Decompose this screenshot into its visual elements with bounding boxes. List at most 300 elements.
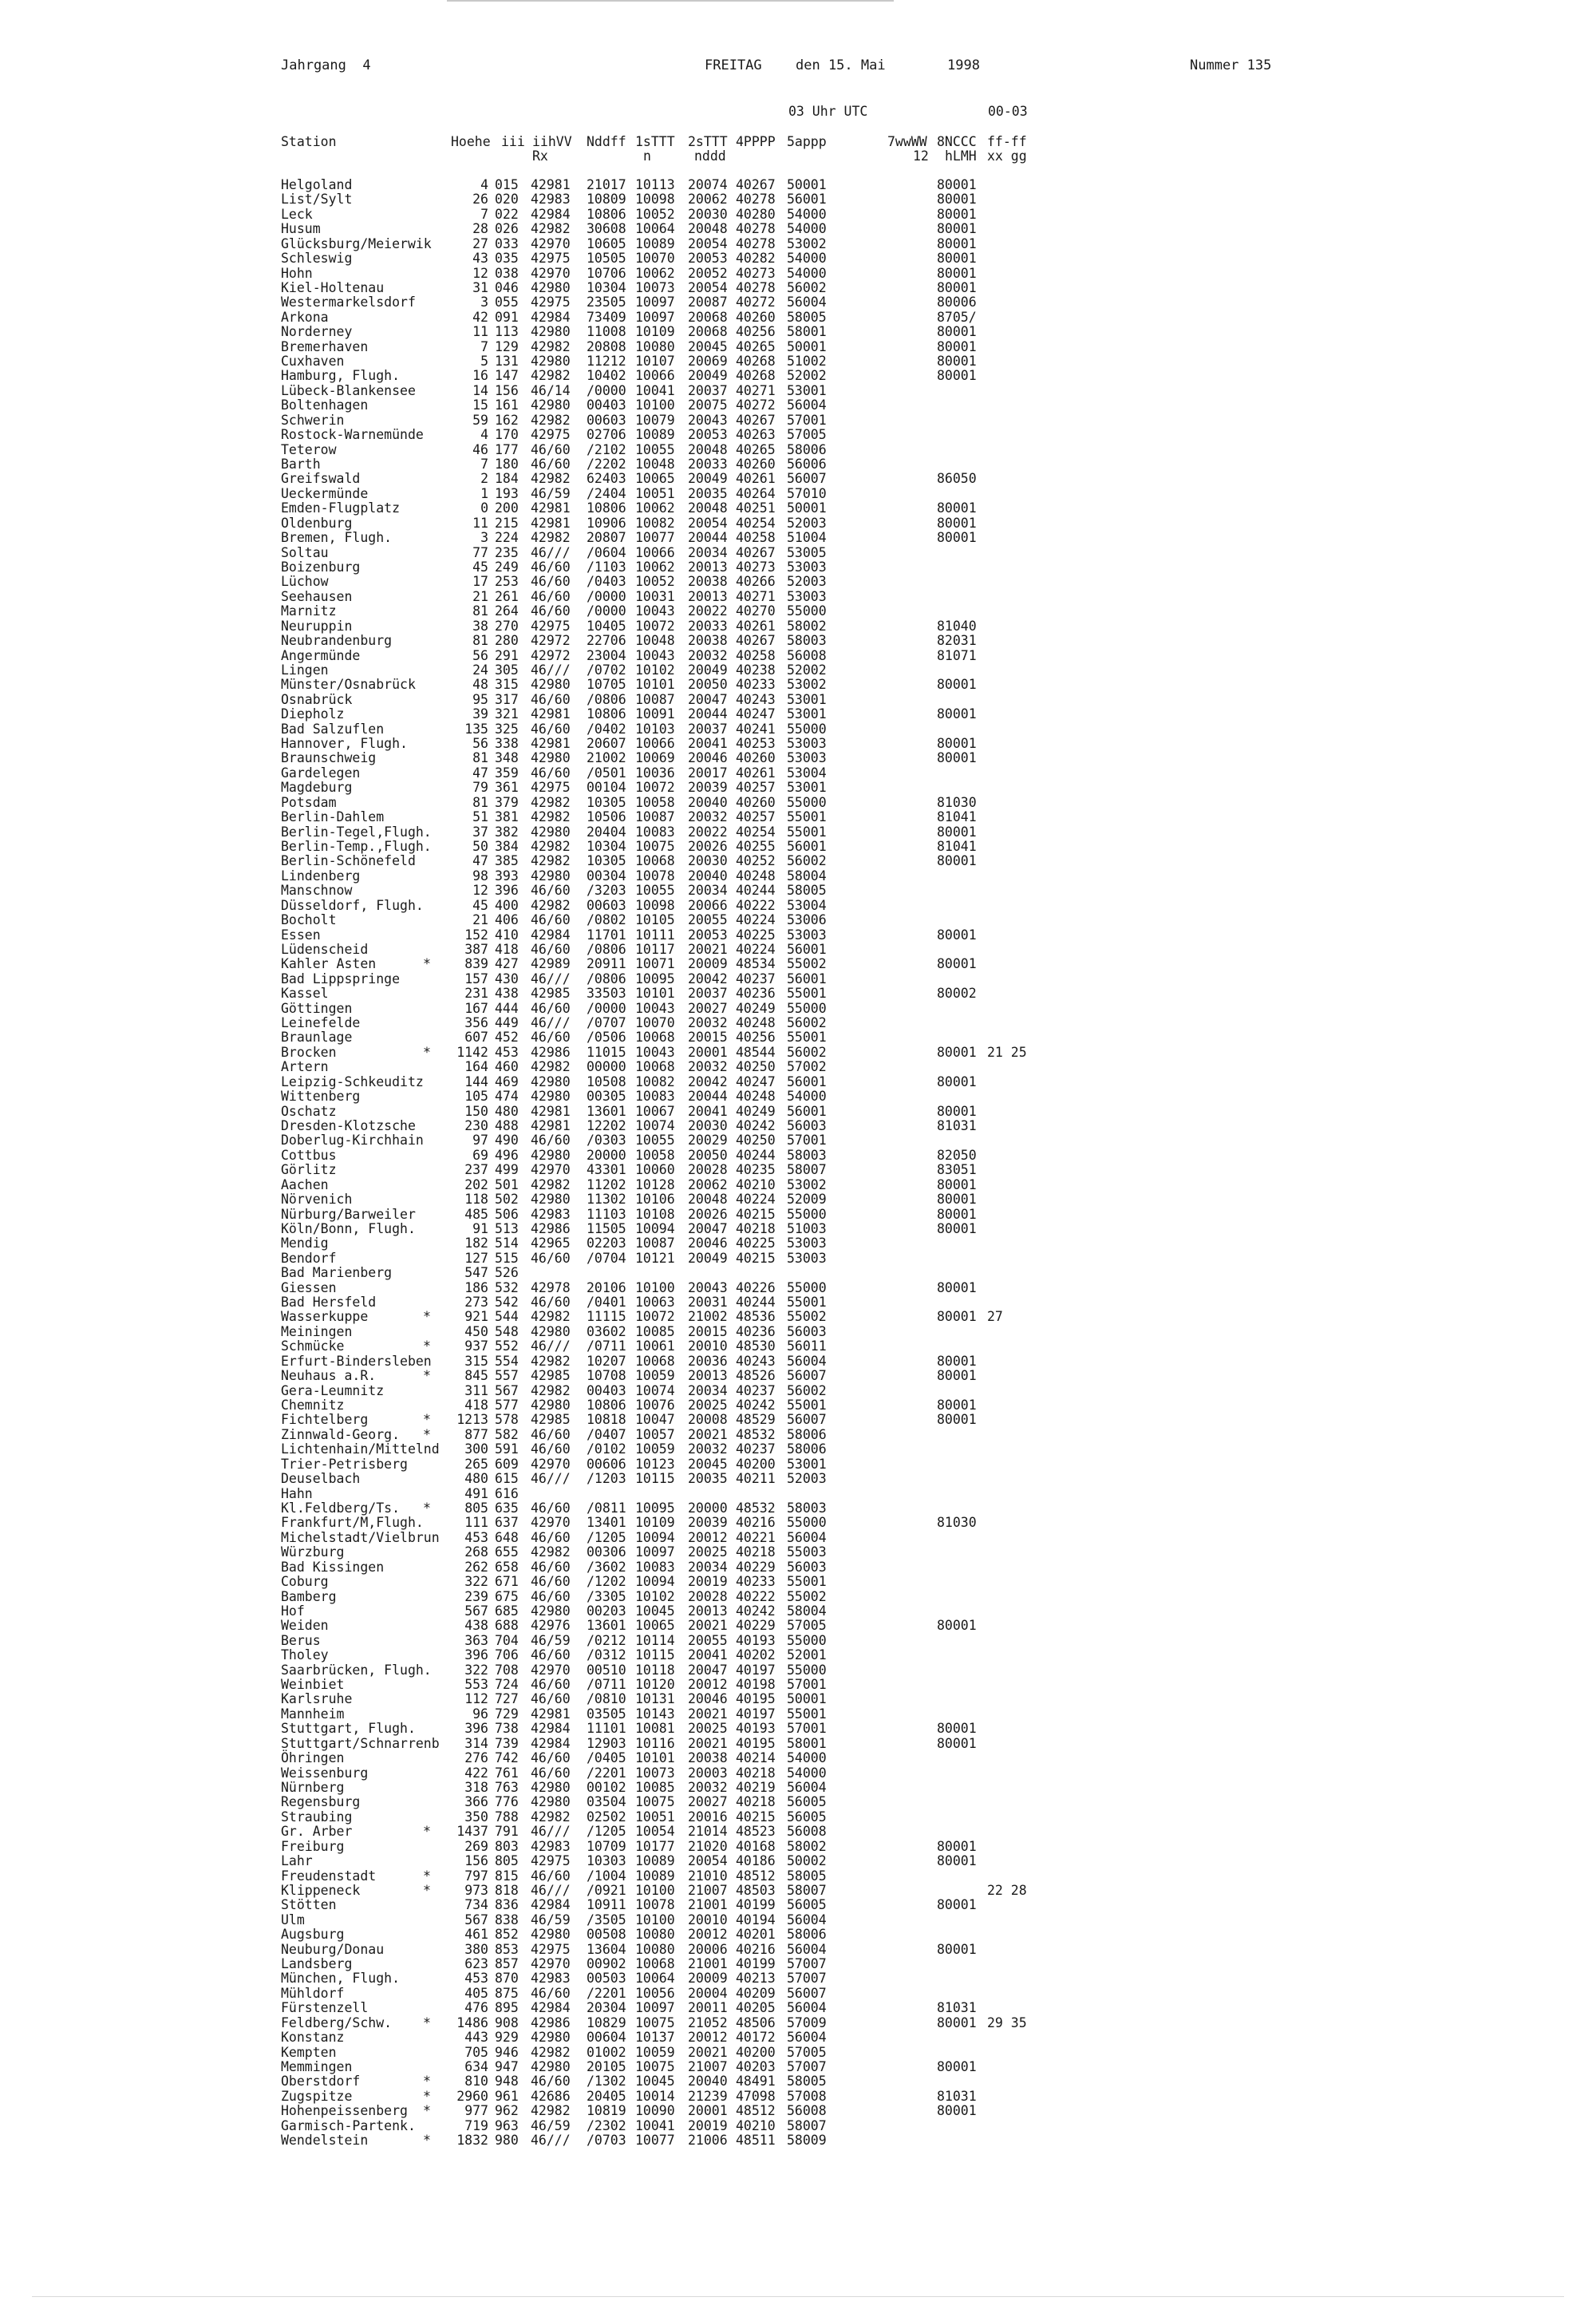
station-id: 591 [495, 1441, 519, 1457]
group-nddff: /0711 [587, 1338, 626, 1354]
group-iihvv: 42984 [531, 206, 571, 222]
group-4pppp: 40225 [736, 1236, 776, 1251]
station-id: 321 [495, 706, 519, 722]
group-1sttt: 10097 [635, 1544, 675, 1560]
group-2sttt: 20028 [688, 1588, 728, 1604]
group-iihvv: 46/60 [531, 1647, 571, 1663]
group-nddff: 30608 [587, 221, 626, 237]
station-name: Zugspitze [281, 2088, 353, 2104]
group-5appp: 54000 [787, 1089, 827, 1105]
group-2sttt: 21001 [688, 1956, 728, 1972]
group-1sttt: 10041 [635, 2117, 675, 2133]
group-2sttt: 20032 [688, 1015, 728, 1031]
group-nddff: 00403 [587, 1382, 626, 1398]
group-iihvv: 46/// [531, 1471, 571, 1487]
mountain-flag: * [423, 2074, 431, 2090]
group-8nccc: 80001 [937, 1044, 977, 1060]
station-name: Straubing [281, 1809, 353, 1825]
station-height: 7 [480, 206, 488, 222]
group-5appp: 51002 [787, 354, 827, 370]
group-1sttt: 10052 [635, 574, 675, 590]
group-8nccc: 80001 [937, 354, 977, 370]
group-iihvv: 42982 [531, 471, 571, 487]
group-5appp: 53003 [787, 559, 827, 575]
group-2sttt: 20062 [688, 192, 728, 208]
group-4pppp: 48536 [736, 1309, 776, 1325]
group-4pppp: 48503 [736, 1882, 776, 1898]
group-5appp: 52003 [787, 1471, 827, 1487]
group-5appp: 53003 [787, 750, 827, 766]
group-5appp: 57005 [787, 1618, 827, 1634]
group-nddff: 00603 [587, 412, 626, 428]
group-1sttt: 10058 [635, 1147, 675, 1163]
group-nddff: 11008 [587, 324, 626, 340]
station-name: Westermarkelsdorf [281, 295, 416, 310]
group-4pppp: 40224 [736, 912, 776, 928]
group-4pppp: 40278 [736, 221, 776, 237]
group-nddff: /2302 [587, 2117, 626, 2133]
group-1sttt: 10075 [635, 2059, 675, 2074]
station-name: Braunlage [281, 1030, 353, 1046]
station-id: 452 [495, 1030, 519, 1046]
station-id: 180 [495, 457, 519, 472]
station-height: 318 [464, 1779, 488, 1795]
group-2sttt: 21006 [688, 2133, 728, 2149]
group-2sttt: 20013 [688, 1603, 728, 1619]
group-nddff: 02203 [587, 1236, 626, 1251]
group-2sttt: 20048 [688, 1192, 728, 1208]
group-5appp: 58004 [787, 868, 827, 884]
group-nddff: /0407 [587, 1426, 626, 1442]
group-1sttt: 10116 [635, 1735, 675, 1751]
group-4pppp: 40215 [736, 1206, 776, 1222]
group-8nccc: 80001 [937, 1176, 977, 1192]
group-2sttt: 20066 [688, 897, 728, 913]
group-iihvv: 42983 [531, 1971, 571, 1987]
station-id: 675 [495, 1588, 519, 1604]
station-height: 1 [480, 485, 488, 501]
group-5appp: 56004 [787, 295, 827, 310]
station-id: 490 [495, 1133, 519, 1149]
station-name: Ulm [281, 1912, 305, 1927]
group-5appp: 56008 [787, 647, 827, 663]
station-id: 379 [495, 794, 519, 810]
group-8nccc: 80002 [937, 986, 977, 1002]
group-4pppp: 40261 [736, 765, 776, 781]
group-1sttt: 10047 [635, 1412, 675, 1428]
group-1sttt: 10105 [635, 912, 675, 928]
group-2sttt: 20021 [688, 1618, 728, 1634]
station-height: 26 [472, 192, 488, 208]
station-id: 496 [495, 1147, 519, 1163]
group-iihvv: 46/60 [531, 765, 571, 781]
station-name: Oschatz [281, 1103, 337, 1119]
group-5appp: 56007 [787, 1985, 827, 2001]
group-4pppp: 40233 [736, 1574, 776, 1590]
group-iihvv: 46/60 [531, 1985, 571, 2001]
group-iihvv: 42982 [531, 1059, 571, 1075]
station-height: 81 [472, 794, 488, 810]
station-id: 724 [495, 1677, 519, 1693]
group-8nccc: 80006 [937, 295, 977, 310]
group-2sttt: 21007 [688, 1882, 728, 1898]
group-5appp: 55000 [787, 721, 827, 737]
station-name: Hohenpeissenberg [281, 2103, 408, 2119]
group-5appp: 57007 [787, 2059, 827, 2074]
station-name: Brocken [281, 1044, 337, 1060]
group-nddff: /2201 [587, 1985, 626, 2001]
group-4pppp: 40215 [736, 1250, 776, 1266]
station-id: 035 [495, 251, 519, 267]
group-2sttt: 20048 [688, 221, 728, 237]
group-nddff: /0212 [587, 1632, 626, 1648]
group-2sttt: 20026 [688, 1206, 728, 1222]
group-1sttt: 10081 [635, 1721, 675, 1737]
station-name: Kl.Feldberg/Ts. [281, 1500, 401, 1516]
station-id: 514 [495, 1236, 519, 1251]
group-2sttt: 20053 [688, 927, 728, 943]
station-id: 506 [495, 1206, 519, 1222]
group-4pppp: 48544 [736, 1044, 776, 1060]
group-1sttt: 10075 [635, 1794, 675, 1810]
station-id: 315 [495, 677, 519, 693]
group-8nccc: 80001 [937, 956, 977, 972]
station-id: 776 [495, 1794, 519, 1810]
group-1sttt: 10045 [635, 1603, 675, 1619]
group-2sttt: 20034 [688, 1382, 728, 1398]
group-5appp: 50001 [787, 338, 827, 354]
group-iihvv: 42975 [531, 618, 571, 634]
station-name: Hahn [281, 1485, 313, 1501]
group-nddff: 21017 [587, 177, 626, 192]
group-1sttt: 10089 [635, 1868, 675, 1884]
group-1sttt: 10102 [635, 662, 675, 678]
group-8nccc: 80001 [937, 368, 977, 384]
group-5appp: 58004 [787, 1603, 827, 1619]
group-5appp: 56002 [787, 1382, 827, 1398]
station-id: 616 [495, 1485, 519, 1501]
weekday-label: FREITAG [705, 57, 762, 73]
group-2sttt: 20038 [688, 1750, 728, 1766]
group-4pppp: 40267 [736, 412, 776, 428]
station-name: Fürstenzell [281, 2000, 369, 2016]
group-5appp: 56002 [787, 1044, 827, 1060]
mountain-flag: * [423, 1824, 431, 1840]
group-5appp: 57002 [787, 1059, 827, 1075]
group-1sttt: 10051 [635, 1809, 675, 1825]
station-id: 870 [495, 1971, 519, 1987]
group-iihvv: 42981 [531, 500, 571, 516]
station-name: Glücksburg/Meierwik [281, 235, 432, 251]
station-id: 033 [495, 235, 519, 251]
station-height: 734 [464, 1897, 488, 1913]
group-nddff: 10806 [587, 500, 626, 516]
group-1sttt: 10098 [635, 192, 675, 208]
col-iihvv-sub: Rx [532, 148, 548, 164]
group-1sttt: 10083 [635, 1559, 675, 1575]
station-height: 1486 [456, 2014, 488, 2030]
station-name: Dresden-Klotzsche [281, 1118, 416, 1133]
group-1sttt: 10080 [635, 338, 675, 354]
station-height: 164 [464, 1059, 488, 1075]
group-1sttt: 10077 [635, 530, 675, 546]
station-id: 270 [495, 618, 519, 634]
group-iihvv: 46/60 [531, 1500, 571, 1516]
station-height: 476 [464, 2000, 488, 2016]
group-2sttt: 20087 [688, 295, 728, 310]
station-name: Soltau [281, 544, 329, 560]
group-8nccc: 80001 [937, 265, 977, 281]
group-8nccc: 80001 [937, 1309, 977, 1325]
group-4pppp: 40201 [736, 1927, 776, 1943]
group-nddff: 10708 [587, 1368, 626, 1384]
group-iihvv: 42982 [531, 853, 571, 869]
station-height: 144 [464, 1073, 488, 1089]
station-name: Essen [281, 927, 321, 943]
group-nddff: 00503 [587, 1971, 626, 1987]
group-nddff: 00104 [587, 780, 626, 796]
group-1sttt: 10048 [635, 457, 675, 472]
group-2sttt: 20054 [688, 515, 728, 531]
station-id: 410 [495, 927, 519, 943]
station-height: 81 [472, 750, 488, 766]
group-4pppp: 40250 [736, 1059, 776, 1075]
station-name: Hof [281, 1603, 305, 1619]
group-nddff: 10809 [587, 192, 626, 208]
station-name: Konstanz [281, 2030, 345, 2046]
group-5appp: 53003 [787, 927, 827, 943]
group-nddff: 11701 [587, 927, 626, 943]
col-1sttt-sub: n [643, 148, 651, 164]
station-id: 818 [495, 1882, 519, 1898]
station-name: Arkona [281, 309, 329, 325]
group-2sttt: 20046 [688, 750, 728, 766]
station-height: 396 [464, 1647, 488, 1663]
group-1sttt: 10085 [635, 1323, 675, 1339]
station-id: 488 [495, 1118, 519, 1133]
station-id: 055 [495, 295, 519, 310]
group-nddff: 11101 [587, 1721, 626, 1737]
group-2sttt: 20010 [688, 1338, 728, 1354]
group-4pppp: 40256 [736, 324, 776, 340]
group-1sttt: 10070 [635, 251, 675, 267]
group-4pppp: 40264 [736, 485, 776, 501]
station-name: Ueckermünde [281, 485, 369, 501]
station-name: Mendig [281, 1236, 329, 1251]
group-iihvv: 42982 [531, 1309, 571, 1325]
group-5appp: 56005 [787, 1809, 827, 1825]
station-name: Marnitz [281, 603, 337, 619]
station-id: 582 [495, 1426, 519, 1442]
station-name: Boltenhagen [281, 397, 369, 413]
group-nddff: 20808 [587, 338, 626, 354]
group-4pppp: 40263 [736, 427, 776, 443]
group-iihvv: 42985 [531, 1412, 571, 1428]
group-2sttt: 20041 [688, 1103, 728, 1119]
station-name: Stuttgart, Flugh. [281, 1721, 416, 1737]
group-2sttt: 20053 [688, 427, 728, 443]
group-1sttt: 10079 [635, 412, 675, 428]
group-5appp: 58003 [787, 633, 827, 649]
station-name: Oldenburg [281, 515, 353, 531]
station-id: 382 [495, 824, 519, 840]
group-4pppp: 40226 [736, 1279, 776, 1295]
group-nddff: /0000 [587, 603, 626, 619]
group-4pppp: 40224 [736, 941, 776, 957]
group-iihvv: 46/// [531, 2133, 571, 2149]
group-nddff: 20404 [587, 824, 626, 840]
group-5appp: 55000 [787, 1632, 827, 1648]
group-iihvv: 46/60 [531, 588, 571, 604]
station-id: 444 [495, 1000, 519, 1016]
group-nddff: /1004 [587, 1868, 626, 1884]
group-4pppp: 40267 [736, 177, 776, 192]
station-id: 022 [495, 206, 519, 222]
group-2sttt: 20019 [688, 1574, 728, 1590]
group-nddff: 10207 [587, 1353, 626, 1369]
station-id: 637 [495, 1515, 519, 1531]
station-height: 42 [472, 309, 488, 325]
mountain-flag: * [423, 2133, 431, 2149]
group-2sttt: 20028 [688, 1162, 728, 1178]
station-id: 577 [495, 1398, 519, 1413]
station-height: 273 [464, 1295, 488, 1311]
station-id: 406 [495, 912, 519, 928]
group-5appp: 58002 [787, 1838, 827, 1854]
group-iihvv: 46/60 [531, 574, 571, 590]
group-iihvv: 46/14 [531, 382, 571, 398]
group-8nccc: 80001 [937, 1897, 977, 1913]
group-1sttt: 10068 [635, 1030, 675, 1046]
group-iihvv: 42981 [531, 1103, 571, 1119]
group-2sttt: 20055 [688, 1632, 728, 1648]
station-name: Teterow [281, 441, 337, 457]
group-8nccc: 80001 [937, 1735, 977, 1751]
group-1sttt: 10137 [635, 2030, 675, 2046]
group-5appp: 54000 [787, 1750, 827, 1766]
group-2sttt: 20012 [688, 2030, 728, 2046]
group-4pppp: 40233 [736, 677, 776, 693]
group-1sttt: 10085 [635, 1779, 675, 1795]
station-height: 1142 [456, 1044, 488, 1060]
group-iihvv: 42984 [531, 309, 571, 325]
group-2sttt: 20035 [688, 485, 728, 501]
station-id: 325 [495, 721, 519, 737]
group-1sttt: 10073 [635, 1765, 675, 1781]
group-2sttt: 20025 [688, 1721, 728, 1737]
station-name: Bamberg [281, 1588, 337, 1604]
group-iihvv: 42980 [531, 1073, 571, 1089]
station-height: 48 [472, 677, 488, 693]
group-nddff: /3203 [587, 883, 626, 899]
group-iihvv: 46/60 [531, 691, 571, 707]
group-nddff: /2201 [587, 1765, 626, 1781]
station-height: 3 [480, 530, 488, 546]
group-1sttt: 10106 [635, 1192, 675, 1208]
scan-edge-line [447, 0, 894, 2]
group-5appp: 55000 [787, 794, 827, 810]
group-4pppp: 40248 [736, 868, 776, 884]
group-4pppp: 48506 [736, 2014, 776, 2030]
group-nddff: 13604 [587, 1941, 626, 1957]
group-5appp: 55003 [787, 1544, 827, 1560]
group-4pppp: 40244 [736, 883, 776, 899]
group-iihvv: 42981 [531, 515, 571, 531]
group-1sttt: 10043 [635, 1044, 675, 1060]
group-nddff: 10709 [587, 1838, 626, 1854]
group-1sttt: 10095 [635, 971, 675, 986]
group-1sttt: 10098 [635, 897, 675, 913]
station-height: 38 [472, 618, 488, 634]
station-name: Wendelstein [281, 2133, 369, 2149]
group-5appp: 55000 [787, 1279, 827, 1295]
station-id: 026 [495, 221, 519, 237]
group-iihvv: 46/60 [531, 1677, 571, 1693]
group-8nccc: 80001 [937, 1353, 977, 1369]
station-id: 552 [495, 1338, 519, 1354]
group-2sttt: 20074 [688, 177, 728, 192]
group-8nccc: 81031 [937, 1118, 977, 1133]
mountain-flag: * [423, 1882, 431, 1898]
group-8nccc: 80001 [937, 2014, 977, 2030]
station-id: 515 [495, 1250, 519, 1266]
station-id: 761 [495, 1765, 519, 1781]
station-name: Augsburg [281, 1927, 345, 1943]
station-height: 45 [472, 559, 488, 575]
group-5appp: 55000 [787, 1662, 827, 1678]
group-iihvv: 42982 [531, 794, 571, 810]
station-id: 261 [495, 588, 519, 604]
station-height: 12 [472, 265, 488, 281]
group-5appp: 58002 [787, 618, 827, 634]
group-4pppp: 40242 [736, 1398, 776, 1413]
group-5appp: 55002 [787, 1309, 827, 1325]
group-5appp: 52002 [787, 662, 827, 678]
station-id: 853 [495, 1941, 519, 1957]
group-iihvv: 42980 [531, 397, 571, 413]
group-nddff: /2102 [587, 441, 626, 457]
station-name: Neubrandenburg [281, 633, 393, 649]
station-id: 253 [495, 574, 519, 590]
station-name: Bad Lippspringe [281, 971, 401, 986]
group-iihvv: 46/60 [531, 1441, 571, 1457]
group-2sttt: 20032 [688, 1441, 728, 1457]
station-height: 265 [464, 1456, 488, 1472]
group-2sttt: 20046 [688, 1691, 728, 1707]
group-nddff: 62403 [587, 471, 626, 487]
group-5appp: 50002 [787, 1853, 827, 1869]
station-id: 449 [495, 1015, 519, 1031]
group-1sttt: 10064 [635, 221, 675, 237]
group-iihvv: 42980 [531, 1323, 571, 1339]
group-5appp: 56007 [787, 1368, 827, 1384]
group-4pppp: 40215 [736, 1809, 776, 1825]
group-iihvv: 42982 [531, 530, 571, 546]
group-nddff: 00510 [587, 1662, 626, 1678]
group-nddff: /1205 [587, 1529, 626, 1545]
station-id: 113 [495, 324, 519, 340]
group-iihvv: 46/60 [531, 2074, 571, 2090]
station-height: 50 [472, 838, 488, 854]
group-4pppp: 40210 [736, 2117, 776, 2133]
group-2sttt: 20013 [688, 559, 728, 575]
col-8nccc-sub: hLMH [945, 148, 977, 164]
year-label: 1998 [947, 57, 980, 73]
group-2sttt: 20038 [688, 574, 728, 590]
group-1sttt: 10036 [635, 765, 675, 781]
group-5appp: 54000 [787, 265, 827, 281]
group-iihvv: 42980 [531, 677, 571, 693]
